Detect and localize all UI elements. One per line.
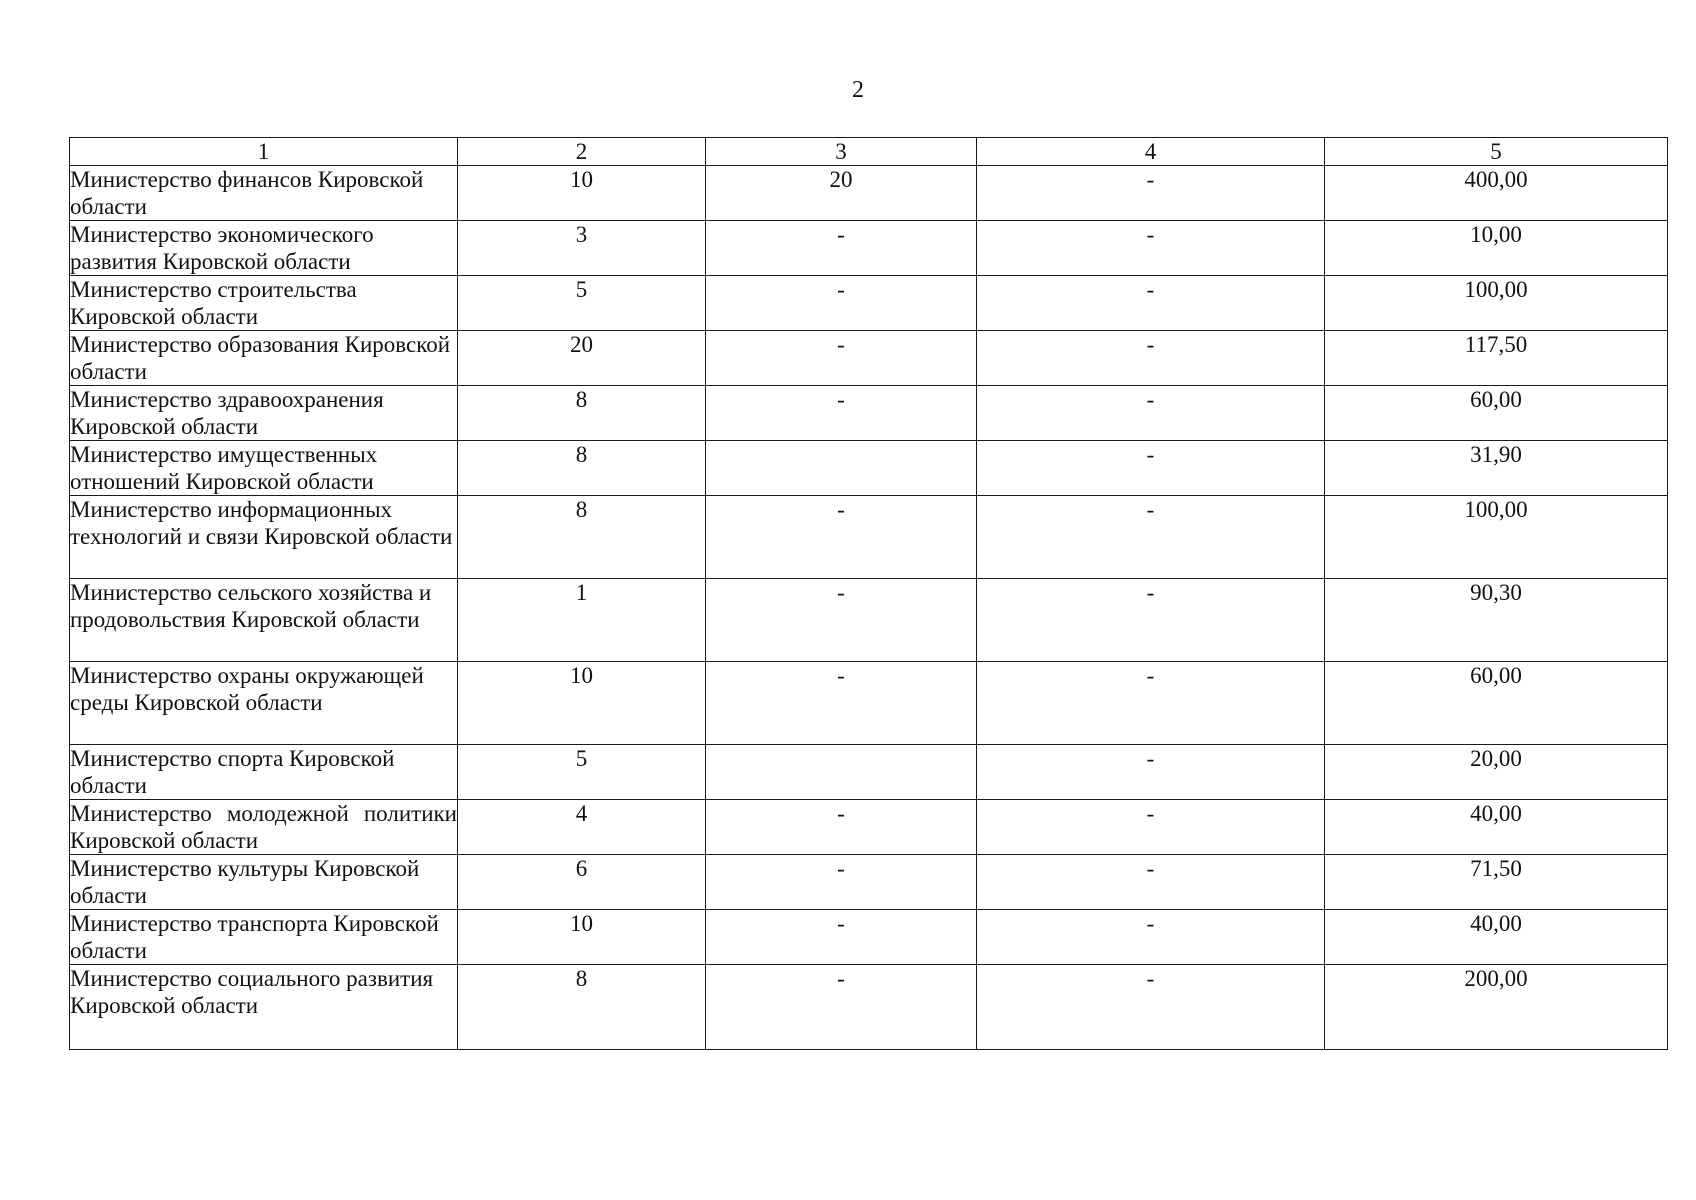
column-3-cell: - <box>706 662 977 745</box>
column-5-cell: 100,00 <box>1325 496 1668 579</box>
column-3-cell: - <box>706 386 977 441</box>
column-3-cell: - <box>706 331 977 386</box>
column-header-3: 3 <box>706 138 977 166</box>
column-4-cell: - <box>977 221 1325 276</box>
column-5-cell: 10,00 <box>1325 221 1668 276</box>
column-4-cell: - <box>977 166 1325 221</box>
column-2-cell: 8 <box>458 496 706 579</box>
column-5-cell: 100,00 <box>1325 276 1668 331</box>
table-row <box>70 496 1668 579</box>
column-4-cell: - <box>977 662 1325 745</box>
column-2-cell: 8 <box>458 386 706 441</box>
column-2-cell: 20 <box>458 331 706 386</box>
table-row <box>70 166 1668 221</box>
column-2-cell: 10 <box>458 166 706 221</box>
column-3-cell: - <box>706 965 977 1050</box>
table-row <box>70 579 1668 662</box>
table-row <box>70 221 1668 276</box>
column-5-cell: 40,00 <box>1325 910 1668 965</box>
ministry-name-cell: Министерство спорта Кировской области <box>70 745 458 800</box>
column-4-cell: - <box>977 579 1325 662</box>
column-5-cell: 71,50 <box>1325 855 1668 910</box>
table-row <box>70 386 1668 441</box>
column-2-cell: 8 <box>458 965 706 1050</box>
column-2-cell: 6 <box>458 855 706 910</box>
ministry-name-cell: Министерство экономического развития Кировской области <box>70 221 458 276</box>
column-2-cell: 10 <box>458 662 706 745</box>
ministry-name-cell: Министерство информационных технологий и связи Кировской области <box>70 496 458 579</box>
column-4-cell: - <box>977 965 1325 1050</box>
table-row <box>70 910 1668 965</box>
column-4-cell: - <box>977 276 1325 331</box>
column-header-5: 5 <box>1325 138 1668 166</box>
table-header-row <box>70 138 1668 166</box>
ministry-name-cell: Министерство здравоохранения Кировской области <box>70 386 458 441</box>
table-row <box>70 855 1668 910</box>
column-5-cell: 40,00 <box>1325 800 1668 855</box>
column-5-cell: 20,00 <box>1325 745 1668 800</box>
column-2-cell: 4 <box>458 800 706 855</box>
column-3-cell: - <box>706 276 977 331</box>
table-row <box>70 965 1668 1050</box>
table-row <box>70 662 1668 745</box>
column-3-cell <box>706 441 977 496</box>
column-4-cell: - <box>977 910 1325 965</box>
ministry-name-cell: Министерство молодежной политики Кировской области <box>70 801 457 853</box>
ministry-name-cell: Министерство имущественных отношений Кировской области <box>70 441 458 496</box>
column-4-cell: - <box>977 496 1325 579</box>
ministry-name-cell: Министерство финансов Кировской области <box>70 166 458 221</box>
column-3-cell: - <box>706 221 977 276</box>
column-5-cell: 117,50 <box>1325 331 1668 386</box>
column-header-2: 2 <box>458 138 706 166</box>
column-2-cell: 8 <box>458 441 706 496</box>
column-5-cell: 31,90 <box>1325 441 1668 496</box>
column-2-cell: 10 <box>458 910 706 965</box>
ministry-name-cell: Министерство охраны окружающей среды Кировской области <box>70 662 458 745</box>
column-3-cell: - <box>706 855 977 910</box>
table-row <box>70 745 1668 800</box>
column-4-cell: - <box>977 331 1325 386</box>
column-4-cell: - <box>977 745 1325 800</box>
column-4-cell: - <box>977 441 1325 496</box>
column-3-cell: - <box>706 579 977 662</box>
column-5-cell: 60,00 <box>1325 662 1668 745</box>
column-5-cell: 60,00 <box>1325 386 1668 441</box>
column-2-cell: 1 <box>458 579 706 662</box>
column-2-cell: 5 <box>458 276 706 331</box>
table-row <box>70 800 1668 855</box>
column-3-cell <box>706 745 977 800</box>
table-row <box>70 441 1668 496</box>
ministry-name-cell: Министерство образования Кировской области <box>70 331 458 386</box>
column-4-cell: - <box>977 386 1325 441</box>
column-2-cell: 5 <box>458 745 706 800</box>
ministry-name-cell: Министерство транспорта Кировской области <box>70 910 458 965</box>
ministry-name-cell: Министерство строительства Кировской области <box>70 276 458 331</box>
column-header-1: 1 <box>70 138 458 166</box>
table-row <box>70 331 1668 386</box>
column-5-cell: 90,30 <box>1325 579 1668 662</box>
column-5-cell: 200,00 <box>1325 965 1668 1050</box>
column-3-cell: - <box>706 910 977 965</box>
column-3-cell: 20 <box>706 166 977 221</box>
column-5-cell: 400,00 <box>1325 166 1668 221</box>
column-header-4: 4 <box>977 138 1325 166</box>
ministry-name-cell: Министерство сельского хозяйства и продовольствия Кировской области <box>70 579 458 662</box>
ministries-table <box>69 137 1668 1050</box>
table-row <box>70 276 1668 331</box>
ministry-name-cell: Министерство социального развития Кировской области <box>70 965 458 1050</box>
ministry-name-cell: Министерство культуры Кировской области <box>70 855 458 910</box>
column-2-cell: 3 <box>458 221 706 276</box>
column-3-cell: - <box>706 800 977 855</box>
column-4-cell: - <box>977 800 1325 855</box>
column-3-cell: - <box>706 496 977 579</box>
column-4-cell: - <box>977 855 1325 910</box>
page-number: 2 <box>852 77 864 103</box>
